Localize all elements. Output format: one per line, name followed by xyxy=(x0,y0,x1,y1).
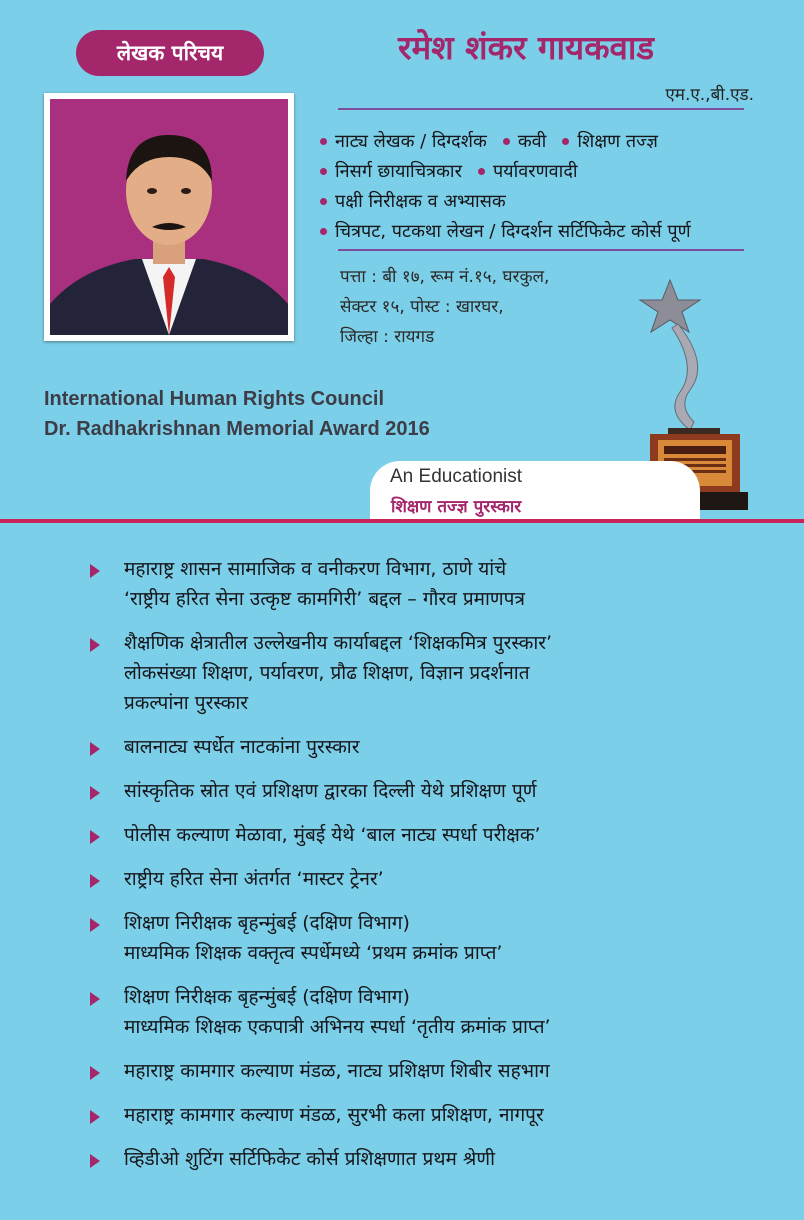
triangle-bullet-icon xyxy=(90,992,100,1006)
list-item xyxy=(90,776,790,806)
list-item xyxy=(90,908,790,968)
bullet-icon xyxy=(320,138,327,145)
list-item xyxy=(90,732,790,762)
author-photo xyxy=(44,93,294,341)
triangle-bullet-icon xyxy=(90,1154,100,1168)
list-item xyxy=(90,864,790,894)
trait-line xyxy=(318,216,778,246)
address-line: पत्ता : बी १७, रूम नं.१५, घरकुल, xyxy=(340,267,550,287)
award-line: Dr. Radhakrishnan Memorial Award 2016 xyxy=(44,418,430,440)
bullet-icon xyxy=(320,228,327,235)
address-line: जिल्हा : रायगड xyxy=(340,327,435,347)
achievement-text: महाराष्ट्र कामगार कल्याण मंडळ, नाट्य प्रशिक्षण शिबीर सहभाग xyxy=(124,1060,550,1082)
list-item xyxy=(90,820,790,850)
list-item xyxy=(90,628,790,718)
achievement-text: प्रकल्पांना पुरस्कार xyxy=(124,692,249,714)
achievement-text: पोलीस कल्याण मेळावा, मुंबई येथे ‘बाल नाट्य स्पर्धा परीक्षक’ xyxy=(124,824,541,846)
author-portrait-image xyxy=(50,99,288,335)
triangle-bullet-icon xyxy=(90,1110,100,1124)
trait-text: पक्षी निरीक्षक व अभ्यासक xyxy=(335,191,506,212)
list-item xyxy=(90,1056,790,1086)
award-tag-english: An Educationist xyxy=(390,466,523,487)
triangle-bullet-icon xyxy=(90,638,100,652)
bullet-icon xyxy=(320,168,327,175)
author-address xyxy=(340,262,549,352)
bullet-icon xyxy=(503,138,510,145)
achievements-list xyxy=(90,554,790,1188)
achievement-text: बालनाट्य स्पर्धेत नाटकांना पुरस्कार xyxy=(124,736,360,758)
list-item xyxy=(90,1100,790,1130)
achievement-text: माध्यमिक शिक्षक वक्तृत्व स्पर्धेमध्ये ‘प्रथम क्रमांक प्राप्त’ xyxy=(124,942,503,964)
achievement-text: माध्यमिक शिक्षक एकपात्री अभिनय स्पर्धा ‘तृतीय क्रमांक प्राप्त’ xyxy=(124,1016,551,1038)
achievement-text: महाराष्ट्र शासन सामाजिक व वनीकरण विभाग, ठाणे यांचे xyxy=(124,558,507,580)
list-item xyxy=(90,982,790,1042)
trait-text: कवी xyxy=(517,131,547,152)
bullet-icon xyxy=(562,138,569,145)
triangle-bullet-icon xyxy=(90,1066,100,1080)
award-tag-marathi: शिक्षण तज्ज्ञ पुरस्कार xyxy=(391,497,522,517)
trait-line xyxy=(318,126,778,156)
trait-text: निसर्ग छायाचित्रकार xyxy=(335,161,462,182)
section-divider xyxy=(0,519,804,523)
trait-text: चित्रपट, पटकथा लेखन / दिग्दर्शन सर्टिफिकेट कोर्स पूर्ण xyxy=(335,221,691,242)
achievement-text: शिक्षण निरीक्षक बृहन्मुंबई (दक्षिण विभाग) xyxy=(124,912,410,934)
section-badge-label: लेखक परिचय xyxy=(116,41,224,65)
trait-text: पर्यावरणवादी xyxy=(492,161,578,182)
achievement-text: सांस्कृतिक स्रोत एवं प्रशिक्षण द्वारका दिल्ली येथे प्रशिक्षण पूर्ण xyxy=(124,780,537,802)
achievement-text: महाराष्ट्र कामगार कल्याण मंडळ, सुरभी कला प्रशिक्षण, नागपूर xyxy=(124,1104,544,1126)
list-item xyxy=(90,1144,790,1174)
achievement-text: शिक्षण निरीक्षक बृहन्मुंबई (दक्षिण विभाग) xyxy=(124,986,410,1008)
mid-rule xyxy=(338,249,744,251)
list-item xyxy=(90,554,790,614)
triangle-bullet-icon xyxy=(90,918,100,932)
achievement-text: शैक्षणिक क्षेत्रातील उल्लेखनीय कार्याबद्दल ‘शिक्षकमित्र पुरस्कार’ xyxy=(124,632,553,654)
author-degree: एम.ए.,बी.एड. xyxy=(665,85,754,105)
achievement-text: राष्ट्रीय हरित सेना अंतर्गत ‘मास्टर ट्रेनर’ xyxy=(124,868,384,890)
top-rule xyxy=(338,108,744,110)
triangle-bullet-icon xyxy=(90,874,100,888)
bullet-icon xyxy=(320,198,327,205)
triangle-bullet-icon xyxy=(90,786,100,800)
award-line: International Human Rights Council xyxy=(44,388,385,410)
trait-line xyxy=(318,156,778,186)
author-traits xyxy=(318,126,778,246)
triangle-bullet-icon xyxy=(90,742,100,756)
award-title xyxy=(44,384,430,444)
trait-line xyxy=(318,186,778,216)
author-name: रमेश शंकर गायकवाड xyxy=(398,28,655,67)
trait-text: शिक्षण तज्ज्ञ xyxy=(577,131,658,152)
triangle-bullet-icon xyxy=(90,564,100,578)
achievement-text: लोकसंख्या शिक्षण, पर्यावरण, प्रौढ शिक्षण, विज्ञान प्रदर्शनात xyxy=(124,662,530,684)
bullet-icon xyxy=(478,168,485,175)
section-badge xyxy=(76,30,264,76)
achievement-text: व्हिडीओ शुटिंग सर्टिफिकेट कोर्स प्रशिक्षणात प्रथम श्रेणी xyxy=(124,1148,495,1170)
achievement-text: ‘राष्ट्रीय हरित सेना उत्कृष्ट कामगिरी’ बद्दल – गौरव प्रमाणपत्र xyxy=(124,588,525,610)
trait-text: नाट्य लेखक / दिग्दर्शक xyxy=(335,131,487,152)
address-line: सेक्टर १५, पोस्ट : खारघर, xyxy=(340,297,504,317)
triangle-bullet-icon xyxy=(90,830,100,844)
